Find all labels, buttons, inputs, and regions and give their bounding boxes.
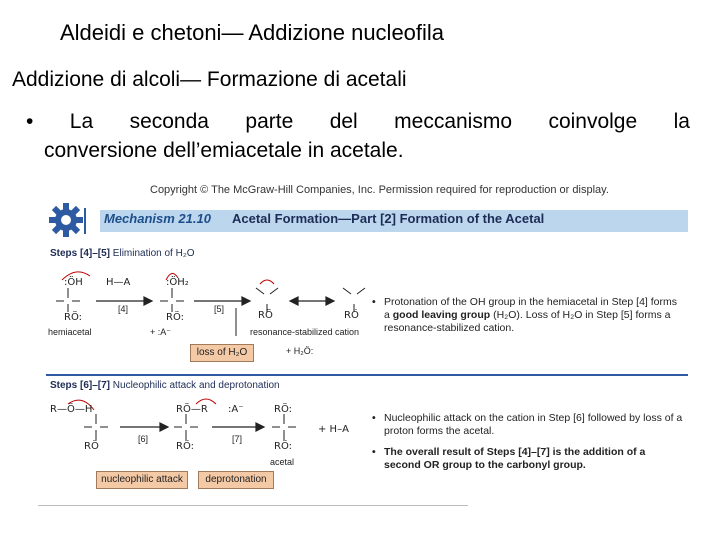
note-bullet: • xyxy=(372,446,376,458)
note-bullet: • xyxy=(372,412,376,424)
bottom-rule xyxy=(38,505,468,506)
section2-steps: Steps [6]–[7] xyxy=(50,380,111,391)
copyright-notice: Copyright © The McGraw-Hill Companies, Inc. Permission required for reproduction or display. xyxy=(150,184,609,196)
section1-steps: Steps [4]–[5] xyxy=(50,248,111,259)
acid-ha: H—A xyxy=(106,277,131,288)
deprotonation-box: deprotonation xyxy=(198,471,274,489)
loss-of-water-box: loss of H₂O xyxy=(190,344,254,362)
cation-or: RÖ xyxy=(258,310,273,321)
protonated-or: RÖ: xyxy=(166,312,185,323)
step6-label: [6] xyxy=(138,434,149,444)
bullet-word: del xyxy=(329,110,358,133)
bullet-word: coinvolge xyxy=(548,110,638,133)
acetal-or-top: RÖ: xyxy=(274,404,293,415)
step4-label: [4] xyxy=(118,304,129,314)
section-divider xyxy=(46,374,688,376)
bullet-line-2: conversione dell’emiacetale in acetale. xyxy=(44,139,404,162)
plus-ha-label: + H–A xyxy=(318,424,349,435)
section1-heading xyxy=(50,248,195,259)
alcohol-roh: R—Ö—H xyxy=(50,404,93,415)
oxonium-or: RÖ xyxy=(344,310,359,321)
gear-icon xyxy=(46,200,86,240)
hemiacetal-or: RÖ: xyxy=(64,312,83,323)
oxonium-ror: RÖ—R xyxy=(176,404,208,415)
bullet-word: la xyxy=(673,110,690,133)
acetal-label: acetal xyxy=(270,457,295,467)
bullet-word: La xyxy=(69,110,94,133)
plus-base-label: + :A⁻ xyxy=(150,327,172,337)
plus-water-label: + H₂Ö: xyxy=(286,346,314,356)
mechanism-title: Acetal Formation—Part [2] Formation of the Acetal xyxy=(232,211,545,226)
step5-label: [5] xyxy=(214,304,225,314)
slide-subtitle: Addizione di alcoli— Formazione di acetali xyxy=(12,68,407,91)
section1-note: • Protonation of the OH group in the hemiacetal in Step [4] forms a good leaving group (H₂O). Loss of H₂O in Step [5] forms a resonance-stabilized cation. xyxy=(372,296,677,334)
section2-note-2: • The overall result of Steps [4]–[7] is the addition of a second OR group to the carbonyl group. xyxy=(372,446,646,471)
good-leaving-group-text: good leaving group xyxy=(392,309,491,321)
section2-title: Nucleophilic attack and deprotonation xyxy=(112,380,280,391)
cation2-or: RÖ xyxy=(84,441,99,452)
step7-label: [7] xyxy=(232,434,243,444)
section1-title: Elimination of H₂O xyxy=(112,248,195,259)
bullet-word: parte xyxy=(245,110,294,133)
note-bullet: • xyxy=(372,296,376,308)
hemiacetal-label: hemiacetal xyxy=(48,327,92,337)
bullet-word: meccanismo xyxy=(394,110,513,133)
slide-title: Aldeidi e chetoni— Addizione nucleofila xyxy=(60,20,445,45)
acetal-or-bottom: RÖ: xyxy=(274,441,293,452)
intermediate-or: RÖ: xyxy=(176,441,195,452)
bullet-line-1 xyxy=(26,110,690,134)
mechanism-label: Mechanism 21.10 xyxy=(104,211,211,226)
bullet-marker: • xyxy=(26,110,34,133)
section2-heading xyxy=(50,380,280,391)
nucleophilic-attack-box: nucleophilic attack xyxy=(96,471,188,489)
protonated-oh2: :ÖH₂ xyxy=(166,277,189,288)
resonance-label: resonance-stabilized cation xyxy=(250,327,360,337)
section2-note-1: • Nucleophilic attack on the cation in Step [6] followed by loss of a proton forms the acetal. xyxy=(372,412,683,437)
base-a: :A⁻ xyxy=(228,404,244,415)
hemiacetal-oh: :ÖH xyxy=(64,277,83,288)
bullet-word: seconda xyxy=(129,110,209,133)
